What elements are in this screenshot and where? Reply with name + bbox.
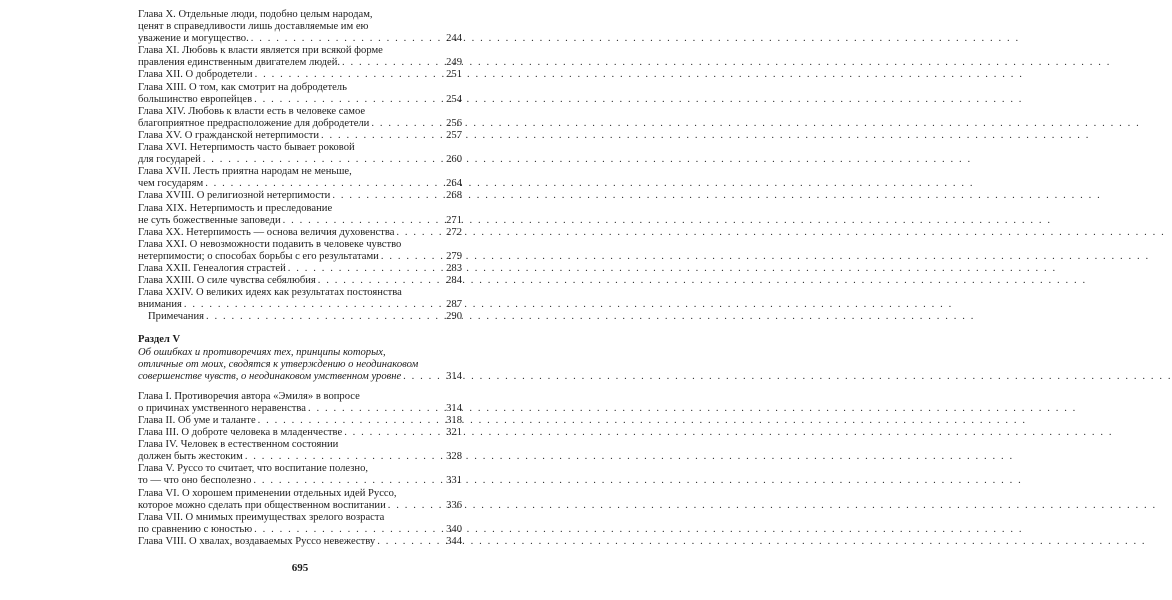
- dot-leader: [381, 251, 444, 263]
- entry-page-number: 249: [446, 57, 462, 69]
- entry-title-line: внимания: [138, 299, 182, 311]
- entry-page-number: 328: [446, 451, 462, 463]
- entry-page-number: 321: [446, 427, 462, 439]
- entry-page-number: 257: [446, 129, 462, 141]
- entry-title-line: ценят в справедливости лишь доставляемые им ею: [138, 21, 369, 33]
- section-subtitle-line: отличные от моих, сводятся к утверждению о неодинаковом: [138, 358, 419, 370]
- toc-line: [138, 500, 462, 512]
- entry-page-number: 314: [446, 402, 462, 414]
- entry-page-number: 256: [446, 117, 462, 129]
- entry-title-line: благоприятное предрасположение для добродетели: [138, 117, 370, 129]
- toc-line: [138, 287, 462, 299]
- dot-leader: [184, 299, 444, 311]
- toc-line: [138, 130, 462, 142]
- toc-entry: [138, 287, 462, 311]
- entry-title-line: Глава III. О доброте человека в младенчестве: [138, 427, 343, 439]
- entry-page-number: 268: [446, 190, 462, 202]
- toc-line: [138, 391, 462, 403]
- toc-line: [138, 463, 462, 475]
- toc-line: [138, 439, 462, 451]
- entry-page-number: 260: [446, 154, 462, 166]
- toc-entry: [138, 536, 462, 548]
- dot-leader: [371, 118, 444, 130]
- entry-title-line: для государей: [138, 154, 201, 166]
- entry-title-line: Глава VII. О мнимых преимуществах зрелого возраста: [138, 511, 385, 523]
- entry-title-line: нетерпимости; о способах борьбы с его результатами: [138, 250, 379, 262]
- entry-page-number: 340: [446, 523, 462, 535]
- dot-leader: [283, 215, 444, 227]
- section-subtitle: [138, 347, 462, 383]
- notes-page-number: 290: [446, 311, 462, 323]
- toc-line: [138, 142, 462, 154]
- section-subtitle-line: совершенстве чувств, о неодинаковом умственном уровне: [138, 370, 402, 382]
- dot-leader: [205, 178, 444, 190]
- toc-entry: [138, 488, 462, 512]
- entry-page-number: 272: [446, 226, 462, 238]
- toc-entry: [138, 415, 462, 427]
- toc-entry: [138, 263, 462, 275]
- section-gap: [138, 323, 462, 334]
- entry-title-line: то — что оно бесполезно: [138, 475, 252, 487]
- toc-line: [138, 94, 462, 106]
- entry-page-number: 244: [446, 33, 462, 45]
- toc-line: [138, 488, 462, 500]
- dot-leader: [332, 190, 444, 202]
- entry-title-line: которое можно сделать при общественном воспитании: [138, 499, 386, 511]
- dot-leader: [255, 69, 445, 81]
- entry-title-line: Глава XVIII. О религиозной нетерпимости: [138, 190, 331, 202]
- toc-line: [138, 403, 462, 415]
- toc-line: [138, 178, 462, 190]
- dot-leader: [254, 524, 444, 536]
- toc-entry: [138, 130, 462, 142]
- section-heading: Раздел V: [138, 334, 181, 346]
- toc-line: [138, 415, 462, 427]
- toc-entry: [138, 203, 462, 227]
- entry-title-line: Глава XI. Любовь к власти является при всякой форме: [138, 45, 383, 57]
- entry-title-line: Глава XXIII. О силе чувства себялюбия: [138, 275, 316, 287]
- entry-title-line: Глава VIII. О хвалах, воздаваемых Руссо невежеству: [138, 535, 376, 547]
- toc-line: [138, 106, 462, 118]
- toc-line: [138, 215, 462, 227]
- toc-entry: [138, 82, 462, 106]
- entry-page-number: 254: [446, 93, 462, 105]
- dot-leader: [206, 311, 444, 323]
- toc-line: [138, 82, 462, 94]
- dot-leader: [308, 403, 444, 415]
- notes-entry: [138, 311, 462, 323]
- entry-title-line: Глава XII. О добродетели: [138, 69, 253, 81]
- toc-line: [138, 57, 462, 69]
- toc-line: [138, 21, 462, 33]
- toc-line: [138, 475, 462, 487]
- entry-title-line: Глава X. Отдельные люди, подобно целым народам,: [138, 9, 373, 20]
- toc-entry: [138, 45, 462, 69]
- dot-leader: [203, 154, 444, 166]
- toc-entry: [138, 391, 462, 415]
- entry-title-line: чем государям: [138, 178, 204, 190]
- entry-page-number: 279: [446, 250, 462, 262]
- toc-line: [138, 9, 462, 21]
- entry-title-line: уважение и могущество.: [138, 33, 249, 45]
- toc-entry: [138, 142, 462, 166]
- toc-line: [138, 536, 462, 548]
- dot-leader: [388, 500, 444, 512]
- entry-title-line: Глава XIII. О том, как смотрит на добродетель: [138, 81, 347, 93]
- toc-entry: [138, 512, 462, 536]
- dot-leader: [253, 475, 444, 487]
- toc-line: [138, 190, 462, 202]
- entry-title-line: Глава V. Руссо то считает, что воспитание полезно,: [138, 463, 369, 475]
- toc-entry: [138, 275, 462, 287]
- entry-title-line: должен быть жестоким: [138, 451, 243, 463]
- entry-title-line: Глава XXIV. О великих идеях как результатах постоянства: [138, 287, 402, 299]
- dot-leader: [321, 130, 444, 142]
- toc-line: [138, 118, 462, 130]
- toc-entry: [138, 106, 462, 130]
- chapter-list-section-iv: [138, 9, 462, 311]
- dot-leader: [254, 94, 444, 106]
- entry-title-line: большинство европейцев: [138, 93, 253, 105]
- entry-page-number: 283: [446, 262, 462, 274]
- toc-entry: [138, 9, 462, 45]
- toc-line: [138, 166, 462, 178]
- entry-page-number: 331: [446, 475, 462, 487]
- entry-title-line: Глава XXII. Генеалогия страстей: [138, 262, 286, 274]
- entry-page-number: 336: [446, 499, 462, 511]
- dot-leader: [251, 33, 444, 45]
- entry-title-line: Глава XVII. Лесть приятна народам не меньше,: [138, 166, 352, 178]
- toc-line: [148, 311, 462, 323]
- entry-page-number: 251: [446, 69, 462, 81]
- entry-page-number: 284: [446, 275, 462, 287]
- dot-leader: [342, 57, 444, 69]
- dot-leader: [377, 536, 444, 548]
- dot-leader: [396, 227, 444, 239]
- toc-entry: [138, 239, 462, 263]
- notes-label: Примечания: [148, 311, 204, 323]
- dot-leader: [403, 371, 444, 383]
- toc-entry: [138, 427, 462, 439]
- entry-title-line: Глава VI. О хорошем применении отдельных идей Руссо,: [138, 487, 397, 499]
- entry-title-line: Глава XIX. Нетерпимость и преследование: [138, 202, 333, 214]
- entry-title-line: Глава I. Противоречия автора «Эмиля» в вопросе: [138, 390, 360, 402]
- toc-entry: [138, 439, 462, 463]
- dot-leader: [318, 275, 444, 287]
- toc-entry: [138, 166, 462, 190]
- entry-page-number: 344: [446, 535, 462, 547]
- toc-line: [138, 45, 462, 57]
- entry-page-number: 271: [446, 214, 462, 226]
- entry-page-number: 264: [446, 178, 462, 190]
- toc-line: [138, 251, 462, 263]
- entry-title-line: правления единственным двигателем людей.: [138, 57, 341, 69]
- section-gap: [138, 383, 462, 391]
- entry-title-line: Глава XV. О гражданской нетерпимости: [138, 129, 320, 141]
- toc-line: [138, 299, 462, 311]
- toc-line: [138, 275, 462, 287]
- section-page-number: 314: [446, 370, 462, 382]
- table-of-contents: [138, 9, 462, 548]
- toc-line: [138, 203, 462, 215]
- entry-title-line: по сравнению с юностью: [138, 523, 253, 535]
- entry-title-line: Глава IV. Человек в естественном состоянии: [138, 439, 339, 451]
- toc-line: [138, 154, 462, 166]
- toc-line: [138, 33, 462, 45]
- entry-title-line: не суть божественные заповеди: [138, 214, 281, 226]
- toc-line: [138, 427, 462, 439]
- dot-leader: [245, 451, 444, 463]
- entry-page-number: 287: [446, 299, 462, 311]
- toc-line: [138, 69, 462, 81]
- section-subtitle-line: Об ошибках и противоречиях тех, принципы которых,: [138, 346, 386, 358]
- entry-title-line: Глава XXI. О невозможности подавить в человеке чувство: [138, 238, 402, 250]
- page-number: 695: [291, 562, 309, 574]
- entry-title-line: о причинах умственного неравенства: [138, 402, 306, 414]
- toc-line: [138, 512, 462, 524]
- entry-title-line: Глава II. Об уме и таланте: [138, 415, 256, 426]
- toc-entry: [138, 463, 462, 487]
- toc-line: [138, 371, 462, 383]
- entry-title-line: Глава XIV. Любовь к власти есть в человеке самое: [138, 105, 366, 117]
- toc-line: [138, 263, 462, 275]
- dot-leader: [288, 263, 444, 275]
- toc-line: [138, 239, 462, 251]
- entry-page-number: 318: [446, 415, 462, 426]
- chapter-list-section-v: [138, 391, 462, 548]
- toc-entry: [138, 190, 462, 202]
- toc-line: [138, 227, 462, 239]
- toc-line: [138, 524, 462, 536]
- entry-title-line: Глава XX. Нетерпимость — основа величия духовенства: [138, 226, 395, 238]
- dot-leader: [344, 427, 444, 439]
- toc-entry: [138, 227, 462, 239]
- toc-line: [138, 451, 462, 463]
- dot-leader: [258, 415, 444, 427]
- entry-title-line: Глава XVI. Нетерпимость часто бывает роковой: [138, 142, 355, 154]
- toc-entry: [138, 69, 462, 81]
